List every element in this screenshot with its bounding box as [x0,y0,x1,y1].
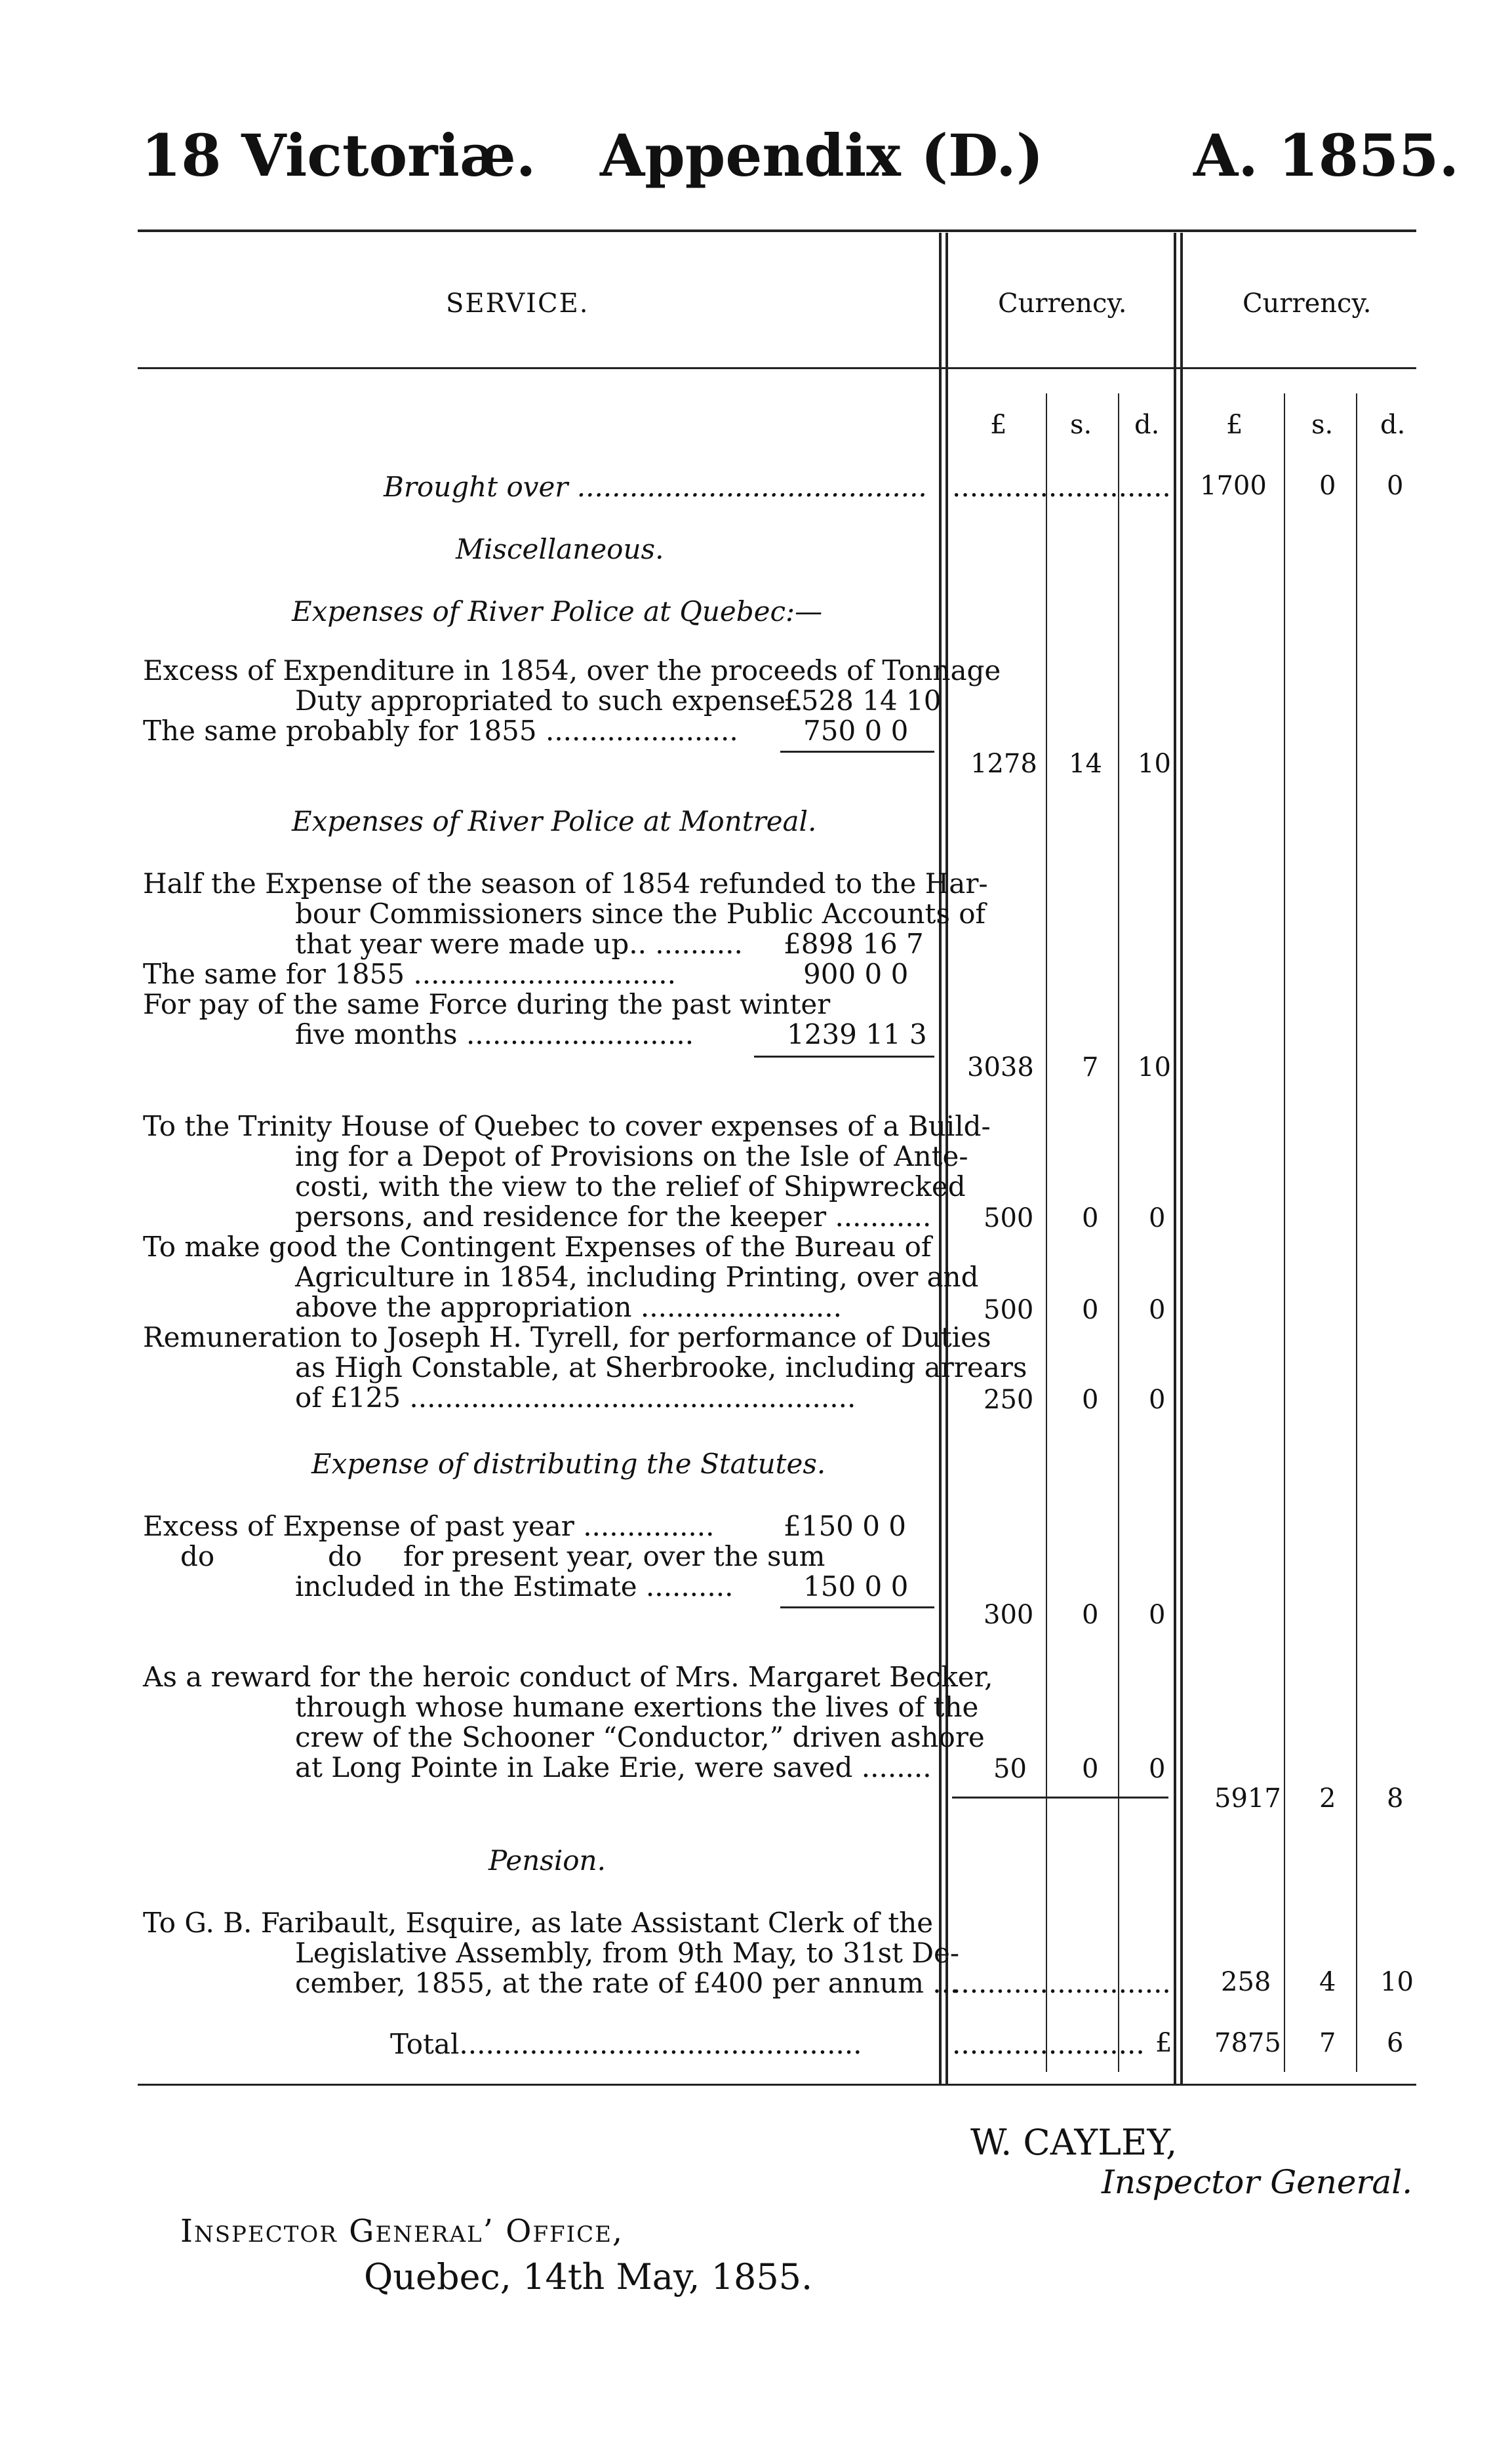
item-text: As a reward for the heroic conduct of Mrs. Margaret Becker, [143,1661,993,1693]
amount-pence: 10 [1138,749,1171,779]
col-divider [1284,393,1285,2072]
amount-shillings: 0 [1082,1295,1099,1325]
item-text: For pay of the same Force during the past winter [143,988,831,1020]
amount-shillings: 0 [1082,1385,1099,1415]
service-heading: SERVICE. [446,288,589,319]
item-text: ing for a Depot of Provisions on the Isle of Ante- [295,1140,968,1172]
item-text: crew of the Schooner “Conductor,” driven ashore [295,1721,985,1753]
subtotal-pence: 8 [1387,1783,1404,1814]
item-amount: 150 0 0 [803,1570,909,1602]
sum-rule [780,1606,934,1608]
amount-shillings: 4 [1319,1967,1336,1997]
subtotal-pounds: 5917 [1214,1783,1281,1814]
item-text: bour Commissioners since the Public Accounts of [295,898,986,930]
item-text: Duty appropriated to such expense.. [295,685,803,717]
item-amount: 900 0 0 [803,958,909,990]
item-text: To make good the Contingent Expenses of the Bureau of [143,1231,932,1263]
col-divider [1046,393,1047,2072]
total-label: Total.............................................. [390,2028,862,2060]
subtotal-shillings: 2 [1319,1783,1336,1814]
section-title: Expenses of River Police at Montreal. [292,805,817,837]
bottom-rule [138,2084,1416,2086]
item-text: above the appropriation ....................... [295,1291,842,1323]
signature-title: Inspector General. [1102,2163,1413,2201]
amount-pounds: 500 [984,1203,1034,1233]
amount-shillings: 14 [1069,749,1102,779]
total-shillings: 7 [1319,2028,1336,2058]
leader-dots: ...................... [952,2028,1145,2060]
amount-pounds: 258 [1221,1967,1271,1997]
header-center: Appendix (D.) [600,121,1044,189]
unit-pounds: £ [990,410,1007,440]
amount-pounds: 50 [993,1754,1027,1784]
item-text: Excess of Expenditure in 1854, over the proceeds of Tonnage [143,654,1001,686]
item-text: The same probably for 1855 ...................... [143,715,738,747]
office-line2: Quebec, 14th May, 1855. [364,2256,813,2297]
col-divider [1356,393,1357,2072]
item-text: do [180,1540,215,1572]
amount-pounds: 500 [984,1295,1034,1325]
brought-over-shillings: 0 [1319,471,1336,501]
unit-pence: d. [1380,410,1406,440]
item-text: of £125 ................................................... [295,1382,856,1414]
sum-rule [754,1056,934,1058]
amount-shillings: 7 [1082,1052,1099,1083]
amount-pence: 10 [1138,1052,1171,1083]
item-text: To G. B. Faribault, Esquire, as late Assistant Clerk of the [143,1907,934,1939]
amount-pence: 10 [1380,1967,1414,1997]
amount-pence: 0 [1149,1600,1166,1630]
item-text: Legislative Assembly, from 9th May, to 31st De- [295,1937,960,1969]
section-title: Expenses of River Police at Quebec:— [292,595,823,627]
item-amount: 1239 11 3 [787,1018,927,1050]
amount-pounds: 250 [984,1385,1034,1415]
amount-pounds: 300 [984,1600,1034,1630]
brought-over-pence: 0 [1387,471,1404,501]
head-rule [138,367,1416,369]
item-text: Remuneration to Joseph H. Tyrell, for performance of Duties [143,1321,991,1353]
currency-heading-2: Currency. [1243,288,1372,319]
item-text: through whose humane exertions the lives of the [295,1691,979,1723]
item-text: Half the Expense of the season of 1854 refunded to the Har- [143,867,988,900]
item-text: that year were made up.. .......... [295,928,743,960]
item-text: at Long Pointe in Lake Erie, were saved ........ [295,1751,932,1783]
item-text: do [328,1540,363,1572]
currency-heading-1: Currency. [998,288,1127,319]
col-divider [1118,393,1119,2072]
total-pounds: 7875 [1214,2028,1281,2058]
col-divider [1174,233,1176,2085]
amount-pence: 0 [1149,1295,1166,1325]
sum-rule [780,751,934,753]
item-text: persons, and residence for the keeper ........... [295,1201,932,1233]
amount-pounds: 1278 [970,749,1037,779]
unit-shillings: s. [1311,410,1334,440]
header-right: A. 1855. [1193,121,1460,189]
item-text: Agriculture in 1854, including Printing, over and [295,1261,979,1293]
amount-shillings: 0 [1082,1203,1099,1233]
amount-pounds: 3038 [967,1052,1034,1083]
amount-shillings: 0 [1082,1754,1099,1784]
col-divider [1180,233,1183,2085]
unit-pence: d. [1134,410,1160,440]
section-title: Expense of distributing the Statutes. [311,1448,826,1480]
item-text: costi, with the view to the relief of Shipwrecked [295,1170,966,1203]
total-pence: 6 [1387,2028,1404,2058]
item-text: for present year, over the sum [403,1540,826,1572]
total-currency-mark: £ [1155,2028,1172,2058]
unit-shillings: s. [1070,410,1092,440]
item-text: five months .......................... [295,1018,694,1050]
amount-pence: 0 [1149,1385,1166,1415]
leader-dots: ......................... [952,1967,1171,1999]
item-amount: £898 16 7 [784,928,924,960]
item-amount: £150 0 0 [784,1510,907,1542]
amount-pence: 0 [1149,1754,1166,1784]
office-line1: Inspector General’ Office, [180,2213,624,2250]
item-text: cember, 1855, at the rate of £400 per annum ... [295,1967,959,1999]
item-amount: £528 14 10 [784,685,942,717]
amount-pence: 0 [1149,1203,1166,1233]
unit-pounds: £ [1226,410,1243,440]
header-left: 18 Victoriæ. [141,121,536,189]
brought-over-pounds: 1700 [1200,471,1267,501]
leader-dots: ......................... [952,471,1171,503]
item-text: Excess of Expense of past year ............... [143,1510,715,1542]
sum-rule [952,1797,1168,1799]
item-text: as High Constable, at Sherbrooke, including arrears [295,1351,1027,1383]
top-rule [138,229,1416,232]
item-text: included in the Estimate .......... [295,1570,734,1602]
item-text: The same for 1855 .............................. [143,958,676,990]
signature-name: W. CAYLEY, [970,2122,1178,2163]
brought-over-label: Brought over ........................................ [384,471,927,503]
amount-shillings: 0 [1082,1600,1099,1630]
section-title: Miscellaneous. [456,533,664,565]
section-title: Pension. [488,1844,606,1877]
item-amount: 750 0 0 [803,715,909,747]
item-text: To the Trinity House of Quebec to cover expenses of a Build- [143,1110,991,1142]
